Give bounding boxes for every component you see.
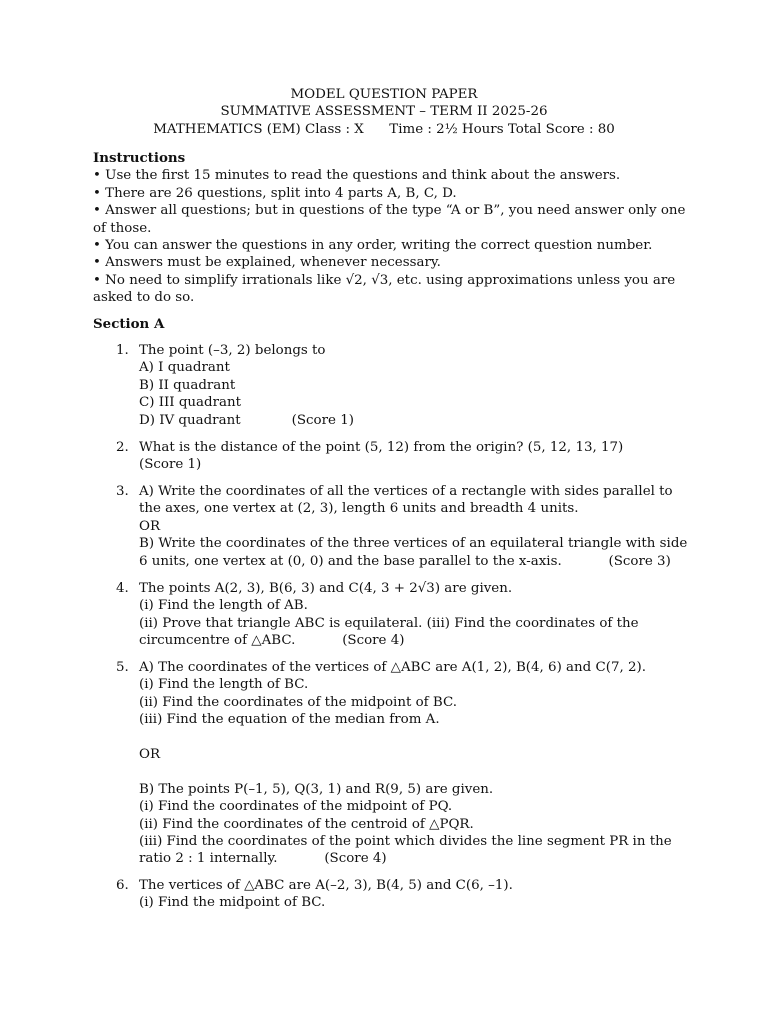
question-line: circumcentre of △ABC. (Score 4): [139, 633, 405, 649]
question-line: A) Write the coordinates of all the vertices of a rectangle with sides parallel to: [139, 484, 673, 499]
question-line: 6 units, one vertex at (0, 0) and the base parallel to the x-axis. (Score 3): [139, 553, 671, 569]
question-line: (Score 1): [139, 457, 202, 473]
question-line: The point (–3, 2) belongs to: [139, 343, 326, 358]
instruction-line: • Answers must be explained, whenever necessary.: [93, 255, 441, 271]
question-line: The points A(2, 3), B(6, 3) and C(4, 3 + 2√3) are given.: [139, 581, 513, 596]
question-line: OR: [139, 518, 161, 534]
instructions-title: Instructions: [93, 150, 186, 166]
question-number: 3.: [116, 484, 129, 499]
question-number: 5.: [116, 660, 129, 675]
question-line: (ii) Find the coordinates of the centroid of △PQR.: [139, 816, 474, 832]
question-line: (iii) Find the coordinates of the point which divides the line segment PR in the: [139, 833, 672, 849]
question-line: (ii) Prove that triangle ABC is equilateral. (iii) Find the coordinates of the: [139, 615, 639, 631]
question-line: (i) Find the coordinates of the midpoint of PQ.: [139, 799, 453, 815]
section-title: Section A: [93, 316, 165, 332]
assessment-title: SUMMATIVE ASSESSMENT – TERM II 2025-26: [220, 104, 548, 120]
question-line: C) III quadrant: [139, 395, 241, 411]
question-line: A) I quadrant: [139, 360, 230, 376]
question-line: the axes, one vertex at (2, 3), length 6 units and breadth 4 units.: [139, 501, 579, 517]
instruction-line: • You can answer the questions in any order, writing the correct question number.: [93, 237, 653, 253]
question-line: B) Write the coordinates of the three vertices of an equilateral triangle with side: [139, 536, 688, 552]
question-number: 2.: [116, 440, 129, 455]
question-line: D) IV quadrant (Score 1): [139, 412, 354, 428]
question-line: (iii) Find the equation of the median from A.: [139, 712, 440, 728]
question-line: [139, 763, 679, 780]
question-line: (i) Find the length of AB.: [139, 598, 308, 614]
question-line: A) The coordinates of the vertices of △ABC are A(1, 2), B(4, 6) and C(7, 2).: [139, 660, 646, 675]
question-line: (i) Find the length of BC.: [139, 677, 309, 693]
question-line: [139, 729, 679, 746]
subject-details: MATHEMATICS (EM) Class : X Time : 2½ Hours Total Score : 80: [153, 121, 615, 137]
question-body: [139, 877, 679, 912]
question-body: [139, 483, 688, 570]
instruction-line: • No need to simplify irrationals like √2, √3, etc. using approximations unless you are: [93, 272, 676, 288]
question-number: 6.: [116, 878, 129, 893]
question-line: The vertices of △ABC are A(–2, 3), B(4, 5) and C(6, –1).: [139, 878, 513, 893]
instruction-line: asked to do so.: [93, 290, 195, 306]
paper-title: MODEL QUESTION PAPER: [290, 87, 478, 102]
question-line: B) The points P(–1, 5), Q(3, 1) and R(9, 5) are given.: [139, 781, 494, 797]
question-body: [139, 439, 679, 474]
question-line: What is the distance of the point (5, 12) from the origin? (5, 12, 13, 17): [139, 440, 624, 455]
instruction-line: • Answer all questions; but in questions of the type “A or B”, you need answer only one: [93, 203, 686, 219]
question-line: ratio 2 : 1 internally. (Score 4): [139, 851, 387, 867]
instruction-line: • Use the first 15 minutes to read the questions and think about the answers.: [93, 168, 621, 184]
question-line: OR: [139, 746, 161, 762]
question-line: (i) Find the midpoint of BC.: [139, 895, 326, 911]
instruction-line: • There are 26 questions, split into 4 parts A, B, C, D.: [93, 185, 457, 201]
question-body: [139, 580, 679, 650]
instructions-block: [93, 150, 686, 307]
question-body: [139, 342, 679, 429]
question-line: B) II quadrant: [139, 377, 236, 393]
question-number: 1.: [116, 343, 129, 358]
question-line: (ii) Find the coordinates of the midpoint of BC.: [139, 694, 457, 710]
question-body: [139, 659, 679, 868]
instruction-line: of those.: [93, 220, 152, 236]
paper-header: [0, 86, 768, 138]
question-number: 4.: [116, 581, 129, 596]
